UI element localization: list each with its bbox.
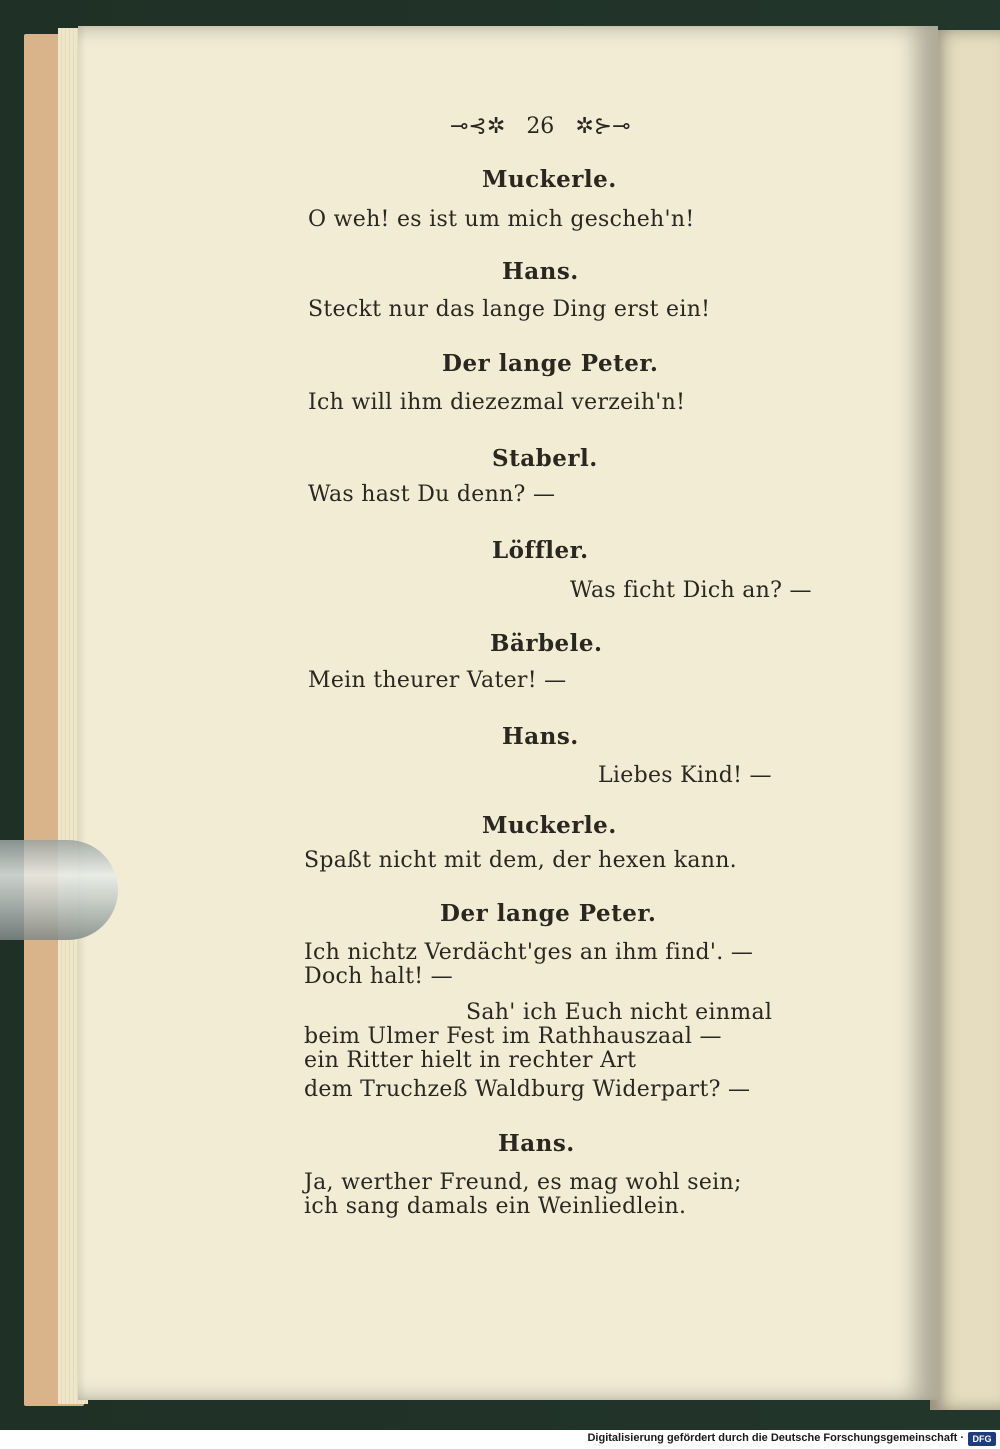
- dialogue-line: Ich will ihm diezezmal verzeih'n!: [308, 390, 686, 415]
- dialogue-line: Was ficht Dich an? —: [570, 578, 812, 603]
- speaker-name: Löffler.: [492, 537, 589, 564]
- dialogue-line: Sah' ich Euch nicht einmal: [466, 1000, 773, 1025]
- speaker-name: Der lange Peter.: [440, 900, 657, 927]
- dialogue-line: Ja, werther Freund, es mag wohl sein;: [304, 1170, 742, 1195]
- dialogue-line: Steckt nur das lange Ding erst ein!: [308, 297, 711, 322]
- scanner-clip: [0, 840, 118, 940]
- dialogue-line: beim Ulmer Fest im Rathhauszaal —: [304, 1024, 722, 1049]
- dfg-logo: DFG: [968, 1432, 996, 1446]
- dialogue-line: Spaßt nicht mit dem, der hexen kann.: [304, 848, 737, 873]
- dialogue-line: Liebes Kind! —: [598, 763, 772, 788]
- speaker-name: Staberl.: [492, 445, 598, 472]
- speaker-name: Hans.: [502, 258, 579, 285]
- ornament-right: ✲⊱⊸: [575, 114, 631, 139]
- dialogue-line: ein Ritter hielt in rechter Art: [304, 1048, 637, 1073]
- speaker-name: Bärbele.: [490, 630, 603, 657]
- dialogue-line: O weh! es ist um mich gescheh'n!: [308, 207, 695, 232]
- dialogue-line: Mein theurer Vater! —: [308, 668, 567, 693]
- ornament-left: ⊸⊰✲: [450, 114, 506, 139]
- speaker-name: Muckerle.: [482, 166, 617, 193]
- dialogue-line: Ich nichtz Verdächt'ges an ihm find'. —: [304, 940, 754, 965]
- dialogue-line: ich sang damals ein Weinliedlein.: [304, 1194, 687, 1219]
- facing-page-edge: [930, 30, 1000, 1410]
- speaker-name: Muckerle.: [482, 812, 617, 839]
- dialogue-line: dem Truchzeß Waldburg Widerpart? —: [304, 1077, 751, 1102]
- speaker-name: Hans.: [502, 723, 579, 750]
- speaker-name: Hans.: [498, 1130, 575, 1157]
- page-number-header: [450, 114, 631, 139]
- footer-credit: Digitalisierung gefördert durch die Deutsche Forschungsgemeinschaft ·: [587, 1432, 964, 1444]
- speaker-name: Der lange Peter.: [442, 350, 659, 377]
- page-number: 26: [526, 114, 555, 139]
- dialogue-line: Doch halt! —: [304, 964, 453, 989]
- dialogue-line: Was hast Du denn? —: [308, 482, 556, 507]
